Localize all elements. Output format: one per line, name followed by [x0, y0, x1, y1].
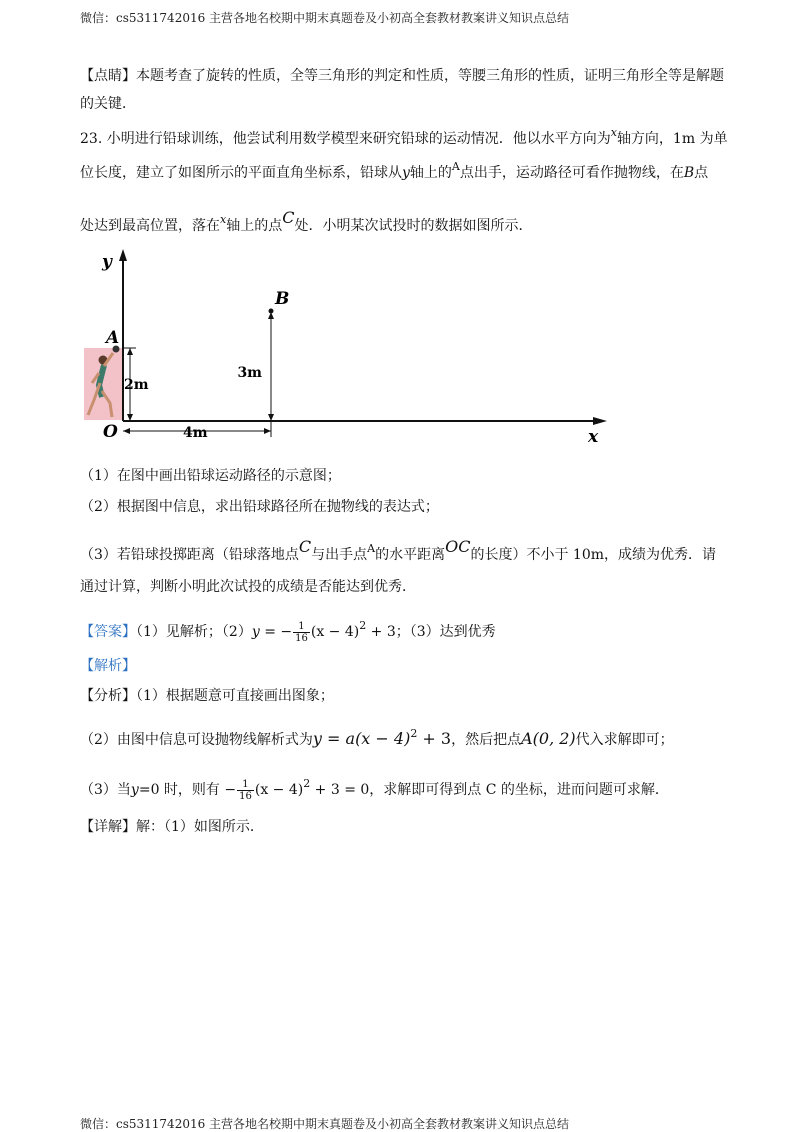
coordinate-diagram [80, 245, 610, 450]
problem-text: 轴方向，1m 为单 [616, 131, 728, 147]
fraction [293, 621, 310, 644]
arrow [127, 414, 133, 421]
frac-den: 16 [239, 790, 252, 802]
eq-part: (x − 4) [254, 782, 304, 798]
point-a: A [451, 160, 460, 173]
fenxi-text: 代入求解即可； [575, 732, 674, 748]
point-a-label: A [106, 328, 120, 348]
eq-part: + 3 [366, 624, 396, 640]
y-axis-arrow [119, 249, 127, 261]
fenxi-text: ，然后把点 [451, 732, 522, 748]
var-y: y [402, 165, 410, 181]
b-distance-label: 4m [183, 425, 208, 441]
xiangjie-line: 【详解】解：（1）如图所示． [80, 819, 264, 835]
point-c: C [282, 208, 295, 227]
dianjing-text-1: 本题考查了旋转的性质，全等三角形的判定和性质，等腰三角形的性质，证明三角形全等是解题 [136, 68, 724, 84]
eq-sup: 2 [303, 777, 311, 790]
point-a: A [367, 542, 376, 555]
fenxi-line1 [80, 686, 334, 706]
fenxi-line3 [80, 774, 669, 802]
frac-den: 16 [295, 632, 308, 644]
fenxi-line2 [80, 724, 674, 750]
arrow [123, 428, 130, 434]
eq-part: + 3 = 0 [310, 782, 370, 798]
analysis-tag: 【解析】 [80, 658, 136, 674]
eq-y: y [251, 624, 260, 640]
answer-line [80, 616, 496, 644]
question-text: 的长度）不小于 10m，成绩为优秀．请 [470, 547, 717, 563]
arrow [268, 414, 274, 421]
question-3-line2: 通过计算，判断小明此次试投的成绩是否能达到优秀． [80, 579, 416, 595]
thrower-figure [84, 346, 122, 421]
point-b: B [683, 165, 695, 181]
fenxi-text: （1）根据题意可直接画出图象； [136, 688, 334, 704]
page-header: 微信：cs5311742016 主营各地名校期中期末真题卷及小初高全套教材教案讲义知识点总结 [80, 11, 570, 25]
problem-text: 处．小明某次试投时的数据如图所示． [294, 218, 533, 234]
dianjing-line1 [80, 66, 724, 86]
fenxi-tag: 【分析】 [80, 688, 136, 704]
eq-part: (x − 4) [310, 624, 360, 640]
var-x: x [610, 126, 617, 139]
x-axis-label: x [588, 427, 599, 447]
y-axis-label: y [102, 252, 112, 272]
b-height-label: 3m [237, 365, 262, 381]
arrow [127, 348, 133, 355]
var-y: y [130, 782, 139, 798]
fraction [237, 779, 254, 802]
arrow [264, 428, 271, 434]
point-c: C [298, 537, 312, 556]
fenxi-text: （3）当 [80, 782, 131, 798]
answer-text: ；（3）达到优秀 [395, 624, 496, 640]
problem-text: 点 [694, 165, 709, 181]
question-text: （3）若铅球投掷距离（铅球落地点 [80, 547, 299, 563]
dianjing-tag: 【点睛】 [80, 68, 136, 84]
question-3-line1 [80, 537, 716, 565]
var-x: x [220, 213, 227, 226]
x-axis-arrow [593, 417, 607, 425]
point-b-label: B [275, 289, 290, 309]
eq-part: + 3 [417, 729, 452, 748]
eq-sup: 2 [359, 619, 367, 632]
question-2: （2）根据图中信息，求出铅球路径所在抛物线的表达式； [80, 499, 439, 515]
problem-text: 轴上的点 [226, 218, 283, 234]
segment-oc: OC [445, 537, 471, 556]
problem-text: 23. 小明进行铅球训练，他尝试利用数学模型来研究铅球的运动情况．他以水平方向为 [80, 131, 611, 147]
answer-tag: 【答案】 [80, 624, 136, 640]
point-a-coord: A(0, 2) [521, 729, 576, 748]
question-1: （1）在图中画出铅球运动路径的示意图； [80, 468, 341, 484]
question-text: 与出手点 [311, 547, 368, 563]
dianjing-line2: 的关键． [80, 96, 136, 112]
problem-text: 位长度，建立了如图所示的平面直角坐标系，铅球从 [80, 165, 402, 181]
eq-sup: 2 [410, 727, 418, 740]
problem-text: 轴上的 [409, 165, 452, 181]
page-footer: 微信：cs5311742016 主营各地名校期中期末真题卷及小初高全套教材教案讲义知识点总结 [80, 1117, 570, 1131]
answer-text: （1）见解析；（2） [136, 624, 252, 640]
origin-label: O [103, 422, 118, 442]
fenxi-text: （2）由图中信息可设抛物线解析式为 [80, 732, 313, 748]
problem-line1 [80, 123, 728, 149]
coordinate-figure [80, 245, 610, 450]
problem-line2 [80, 157, 708, 183]
frac-num: 1 [237, 779, 254, 791]
problem-line3 [80, 208, 532, 236]
fenxi-text: ，求解即可得到点 C 的坐标，进而问题可求解． [369, 782, 669, 798]
eq-part: = − [259, 624, 293, 640]
question-text: 的水平距离 [375, 547, 446, 563]
point-b-dot [269, 309, 274, 314]
eq-part: y = a(x − 4) [312, 729, 411, 748]
frac-num: 1 [293, 621, 310, 633]
a-height-label: 2m [124, 377, 149, 393]
problem-text: 处达到最高位置，落在 [80, 218, 220, 234]
fenxi-text: =0 时，则有 − [138, 782, 237, 798]
problem-text: 点出手，运动路径可看作抛物线，在 [459, 165, 684, 181]
